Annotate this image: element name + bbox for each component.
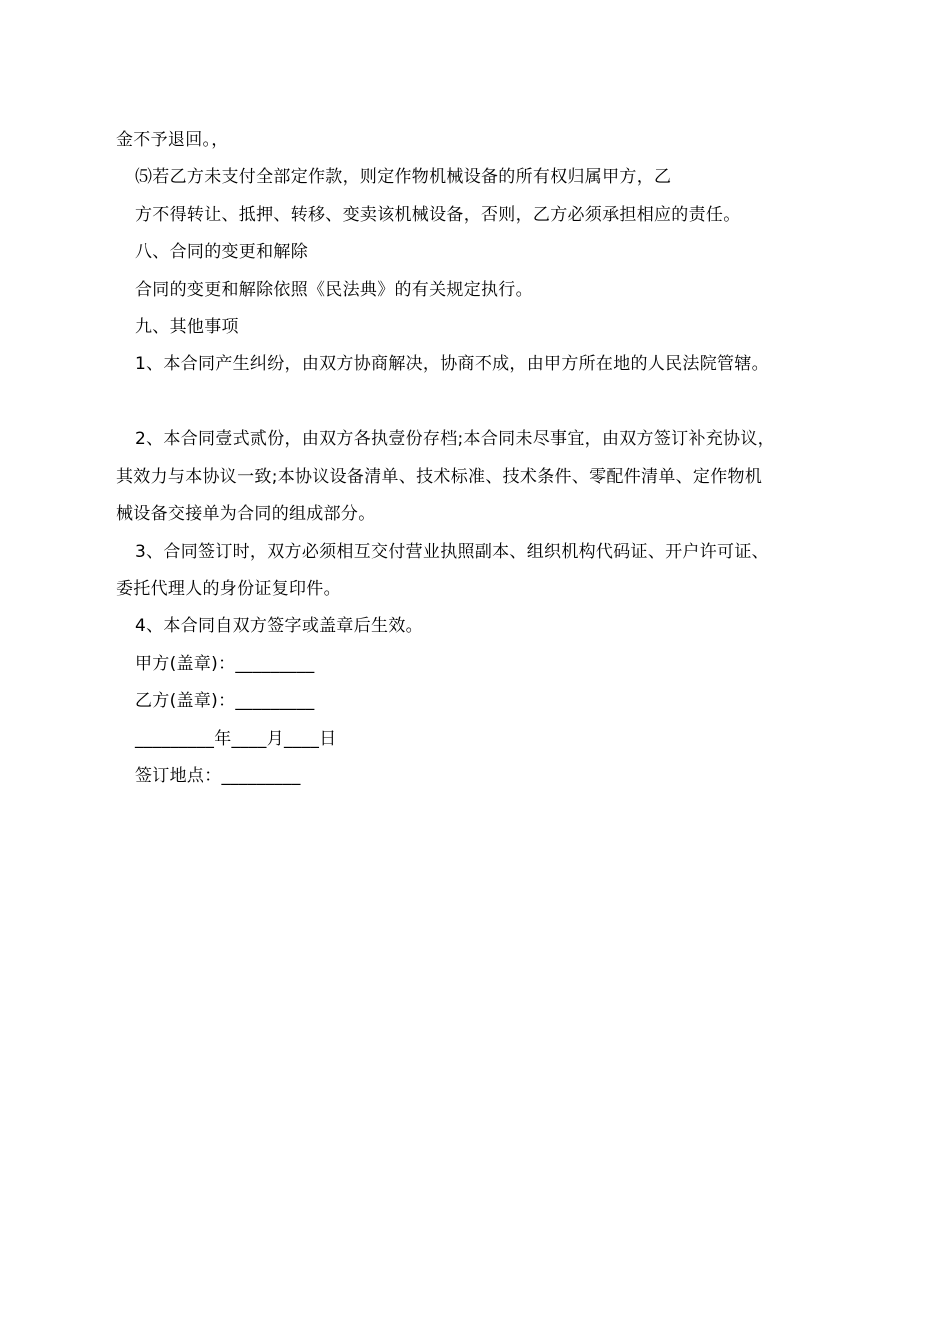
party-b-seal-field: 乙方(盖章)：_________ xyxy=(135,691,315,711)
section-heading-9: 九、其他事项 xyxy=(135,317,239,337)
section-heading-8: 八、合同的变更和解除 xyxy=(135,242,308,262)
text-line-item-2-cont-2: 械设备交接单为合同的组成部分。 xyxy=(116,504,376,524)
text-line-item-2-cont-1: 其效力与本协议一致;本协议设备清单、技术标准、技术条件、零配件清单、定作物机 xyxy=(116,467,763,487)
text-line-item-4: 4、本合同自双方签字或盖章后生效。 xyxy=(135,616,423,636)
text-line-item-1: 1、本合同产生纠纷，由双方协商解决，协商不成，由甲方所在地的人民法院管辖。 xyxy=(135,354,769,374)
text-line-item-3: 3、合同签订时，双方必须相互交付营业执照副本、组织机构代码证、开户许可证、 xyxy=(135,542,769,562)
text-line-item-2: 2、本合同壹式贰份，由双方各执壹份存档;本合同未尽事宜，由双方签订补充协议， xyxy=(135,429,775,449)
date-field: _________年____月____日 xyxy=(135,729,337,749)
text-line-clause-5-cont: 方不得转让、抵押、转移、变卖该机械设备，否则，乙方必须承担相应的责任。 xyxy=(135,205,741,225)
party-a-seal-field: 甲方(盖章)：_________ xyxy=(135,654,315,674)
text-line-clause-5: ⑸若乙方未支付全部定作款，则定作物机械设备的所有权归属甲方，乙 xyxy=(135,167,672,187)
signing-location-field: 签订地点：_________ xyxy=(135,766,301,786)
text-line-item-3-cont: 委托代理人的身份证复印件。 xyxy=(116,579,341,599)
text-line-section-8-body: 合同的变更和解除依照《民法典》的有关规定执行。 xyxy=(135,280,533,300)
text-line-deposit-not-refunded: 金不予退回。， xyxy=(116,130,229,150)
